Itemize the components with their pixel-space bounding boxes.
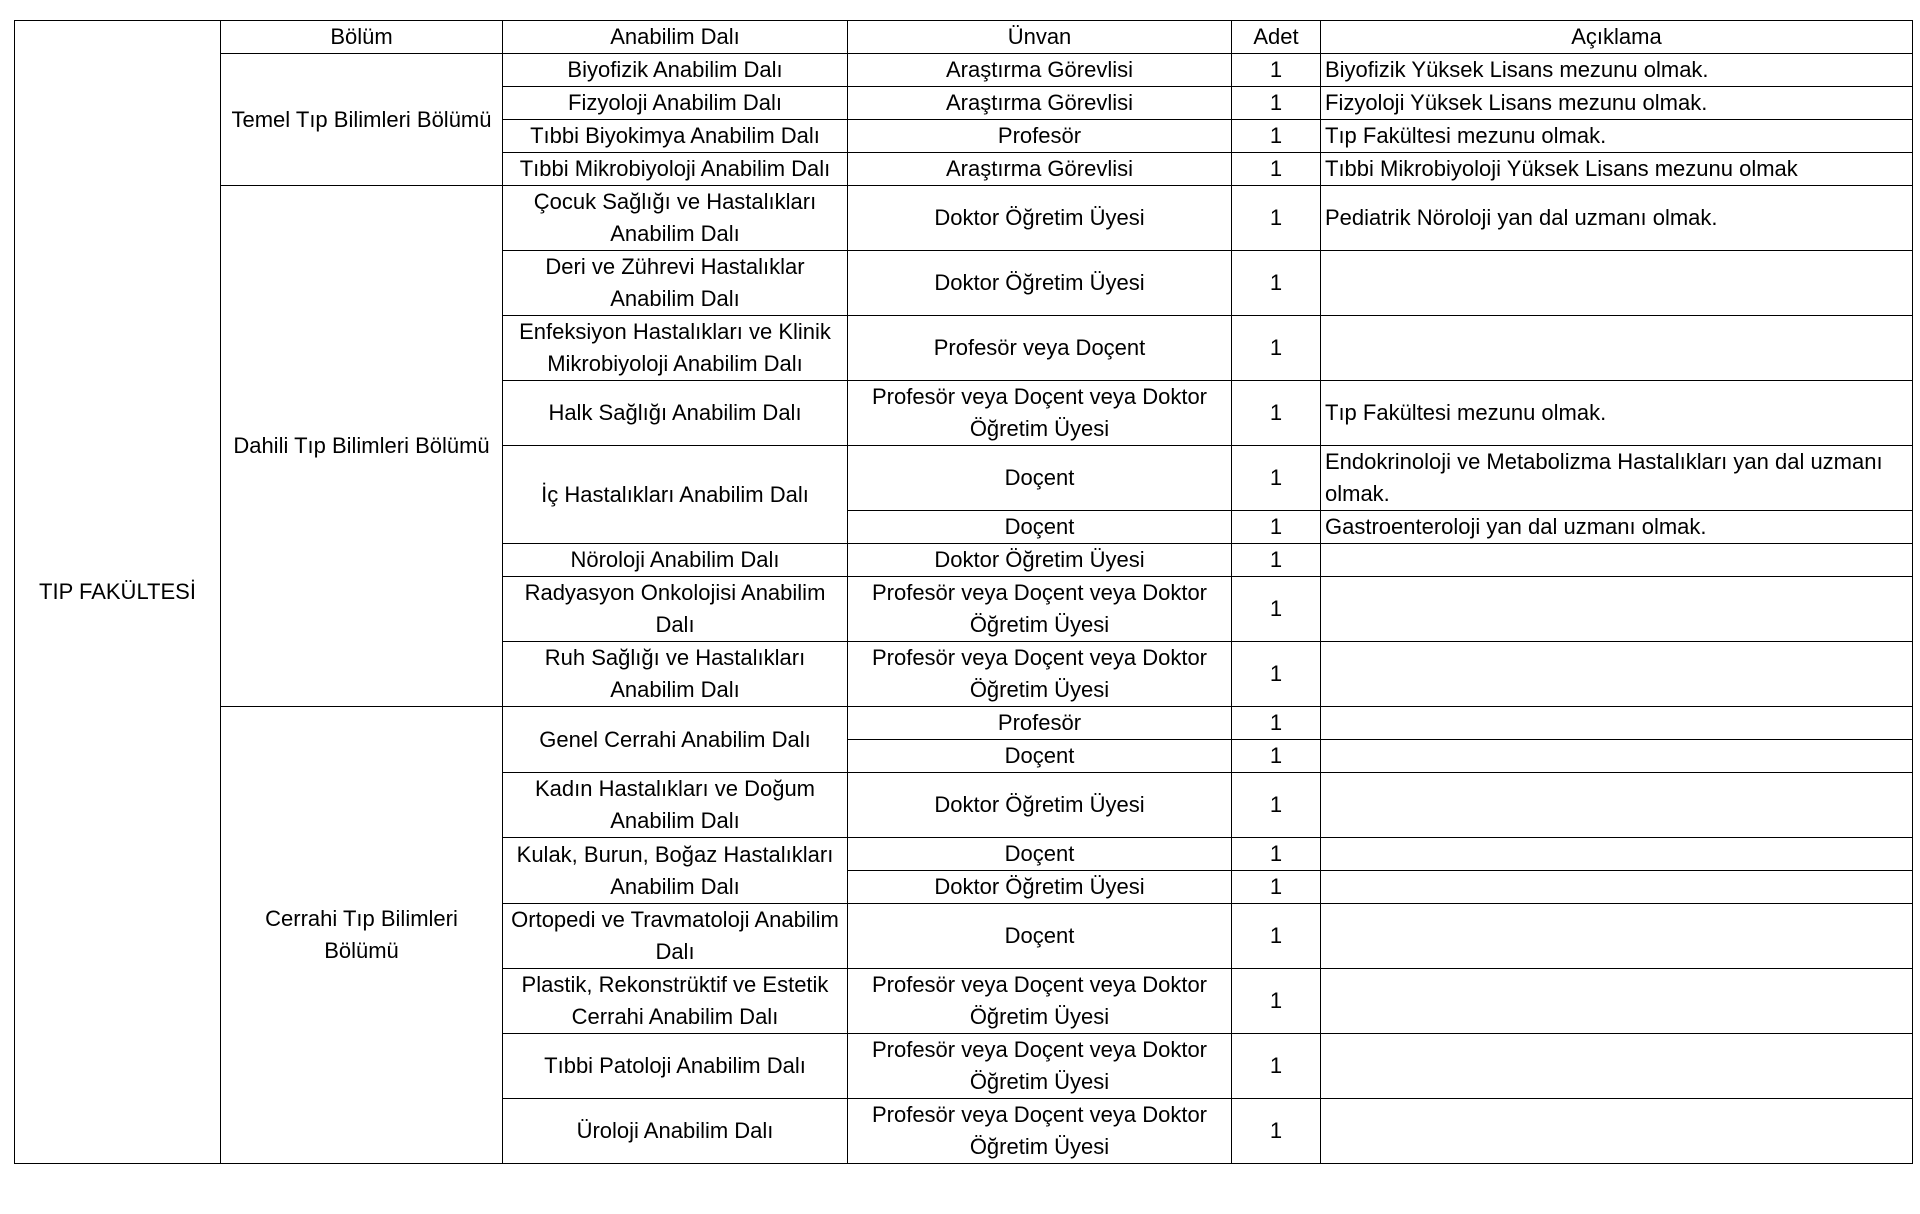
title-cell: Doktor Öğretim Üyesi (848, 544, 1232, 577)
header-adet: Adet (1232, 21, 1321, 54)
description-cell (1321, 251, 1913, 316)
description-cell (1321, 316, 1913, 381)
description-cell: Biyofizik Yüksek Lisans mezunu olmak. (1321, 54, 1913, 87)
count-cell: 1 (1232, 871, 1321, 904)
title-cell: Profesör veya Doçent veya Doktor Öğretim Üyesi (848, 1099, 1232, 1164)
table-body (15, 21, 1913, 1164)
count-cell: 1 (1232, 511, 1321, 544)
section-name: Dahili Tıp Bilimleri Bölümü (221, 186, 503, 707)
description-cell: Pediatrik Nöroloji yan dal uzmanı olmak. (1321, 186, 1913, 251)
department-name: Genel Cerrahi Anabilim Dalı (503, 707, 848, 773)
count-cell: 1 (1232, 642, 1321, 707)
title-cell: Doçent (848, 838, 1232, 871)
count-cell: 1 (1232, 446, 1321, 511)
department-name: Fizyoloji Anabilim Dalı (503, 87, 848, 120)
count-cell: 1 (1232, 969, 1321, 1034)
department-name: Nöroloji Anabilim Dalı (503, 544, 848, 577)
count-cell: 1 (1232, 54, 1321, 87)
count-cell: 1 (1232, 120, 1321, 153)
description-cell: Fizyoloji Yüksek Lisans mezunu olmak. (1321, 87, 1913, 120)
header-anabilim-dali: Anabilim Dalı (503, 21, 848, 54)
count-cell: 1 (1232, 1034, 1321, 1099)
faculty-cell: TIP FAKÜLTESİ (15, 21, 221, 1164)
department-name: Kadın Hastalıkları ve Doğum Anabilim Dalı (503, 773, 848, 838)
table-row (15, 186, 1913, 251)
header-bolum: Bölüm (221, 21, 503, 54)
count-cell: 1 (1232, 381, 1321, 446)
table-row (15, 707, 1913, 740)
count-cell: 1 (1232, 316, 1321, 381)
description-cell (1321, 544, 1913, 577)
staff-table (14, 20, 1913, 1164)
department-name: Tıbbi Biyokimya Anabilim Dalı (503, 120, 848, 153)
department-name: Deri ve Zührevi Hastalıklar Anabilim Dalı (503, 251, 848, 316)
title-cell: Profesör veya Doçent veya Doktor Öğretim Üyesi (848, 1034, 1232, 1099)
description-cell: Tıbbi Mikrobiyoloji Yüksek Lisans mezunu olmak (1321, 153, 1913, 186)
department-name: Biyofizik Anabilim Dalı (503, 54, 848, 87)
department-name: Ortopedi ve Travmatoloji Anabilim Dalı (503, 904, 848, 969)
description-cell (1321, 740, 1913, 773)
description-cell (1321, 577, 1913, 642)
department-name: Plastik, Rekonstrüktif ve Estetik Cerrahi Anabilim Dalı (503, 969, 848, 1034)
department-name: Halk Sağlığı Anabilim Dalı (503, 381, 848, 446)
department-name: Enfeksiyon Hastalıkları ve Klinik Mikrobiyoloji Anabilim Dalı (503, 316, 848, 381)
department-name: Üroloji Anabilim Dalı (503, 1099, 848, 1164)
department-name: Radyasyon Onkolojisi Anabilim Dalı (503, 577, 848, 642)
description-cell (1321, 642, 1913, 707)
count-cell: 1 (1232, 707, 1321, 740)
title-cell: Doçent (848, 740, 1232, 773)
count-cell: 1 (1232, 153, 1321, 186)
count-cell: 1 (1232, 577, 1321, 642)
description-cell: Gastroenteroloji yan dal uzmanı olmak. (1321, 511, 1913, 544)
title-cell: Doktor Öğretim Üyesi (848, 251, 1232, 316)
count-cell: 1 (1232, 251, 1321, 316)
title-cell: Doktor Öğretim Üyesi (848, 773, 1232, 838)
department-name: Tıbbi Mikrobiyoloji Anabilim Dalı (503, 153, 848, 186)
count-cell: 1 (1232, 186, 1321, 251)
description-cell (1321, 969, 1913, 1034)
title-cell: Doktor Öğretim Üyesi (848, 871, 1232, 904)
description-cell (1321, 707, 1913, 740)
header-row (15, 21, 1913, 54)
title-cell: Araştırma Görevlisi (848, 153, 1232, 186)
department-name: Tıbbi Patoloji Anabilim Dalı (503, 1034, 848, 1099)
title-cell: Araştırma Görevlisi (848, 87, 1232, 120)
title-cell: Doçent (848, 446, 1232, 511)
section-name: Cerrahi Tıp Bilimleri Bölümü (221, 707, 503, 1164)
count-cell: 1 (1232, 773, 1321, 838)
count-cell: 1 (1232, 544, 1321, 577)
title-cell: Profesör veya Doçent veya Doktor Öğretim Üyesi (848, 381, 1232, 446)
description-cell (1321, 838, 1913, 871)
title-cell: Araştırma Görevlisi (848, 54, 1232, 87)
count-cell: 1 (1232, 838, 1321, 871)
description-cell: Endokrinoloji ve Metabolizma Hastalıkları yan dal uzmanı olmak. (1321, 446, 1913, 511)
description-cell: Tıp Fakültesi mezunu olmak. (1321, 120, 1913, 153)
table-row (15, 54, 1913, 87)
department-name: Ruh Sağlığı ve Hastalıkları Anabilim Dalı (503, 642, 848, 707)
header-unvan: Ünvan (848, 21, 1232, 54)
description-cell (1321, 904, 1913, 969)
description-cell (1321, 1034, 1913, 1099)
title-cell: Profesör (848, 707, 1232, 740)
department-name: Çocuk Sağlığı ve Hastalıkları Anabilim Dalı (503, 186, 848, 251)
description-cell (1321, 871, 1913, 904)
title-cell: Doçent (848, 511, 1232, 544)
count-cell: 1 (1232, 904, 1321, 969)
department-name: İç Hastalıkları Anabilim Dalı (503, 446, 848, 544)
header-aciklama: Açıklama (1321, 21, 1913, 54)
department-name: Kulak, Burun, Boğaz Hastalıkları Anabilim Dalı (503, 838, 848, 904)
description-cell (1321, 1099, 1913, 1164)
description-cell: Tıp Fakültesi mezunu olmak. (1321, 381, 1913, 446)
title-cell: Doçent (848, 904, 1232, 969)
title-cell: Profesör veya Doçent veya Doktor Öğretim Üyesi (848, 642, 1232, 707)
count-cell: 1 (1232, 740, 1321, 773)
description-cell (1321, 773, 1913, 838)
section-name: Temel Tıp Bilimleri Bölümü (221, 54, 503, 186)
title-cell: Profesör veya Doçent (848, 316, 1232, 381)
title-cell: Doktor Öğretim Üyesi (848, 186, 1232, 251)
title-cell: Profesör (848, 120, 1232, 153)
count-cell: 1 (1232, 87, 1321, 120)
title-cell: Profesör veya Doçent veya Doktor Öğretim Üyesi (848, 969, 1232, 1034)
count-cell: 1 (1232, 1099, 1321, 1164)
title-cell: Profesör veya Doçent veya Doktor Öğretim Üyesi (848, 577, 1232, 642)
